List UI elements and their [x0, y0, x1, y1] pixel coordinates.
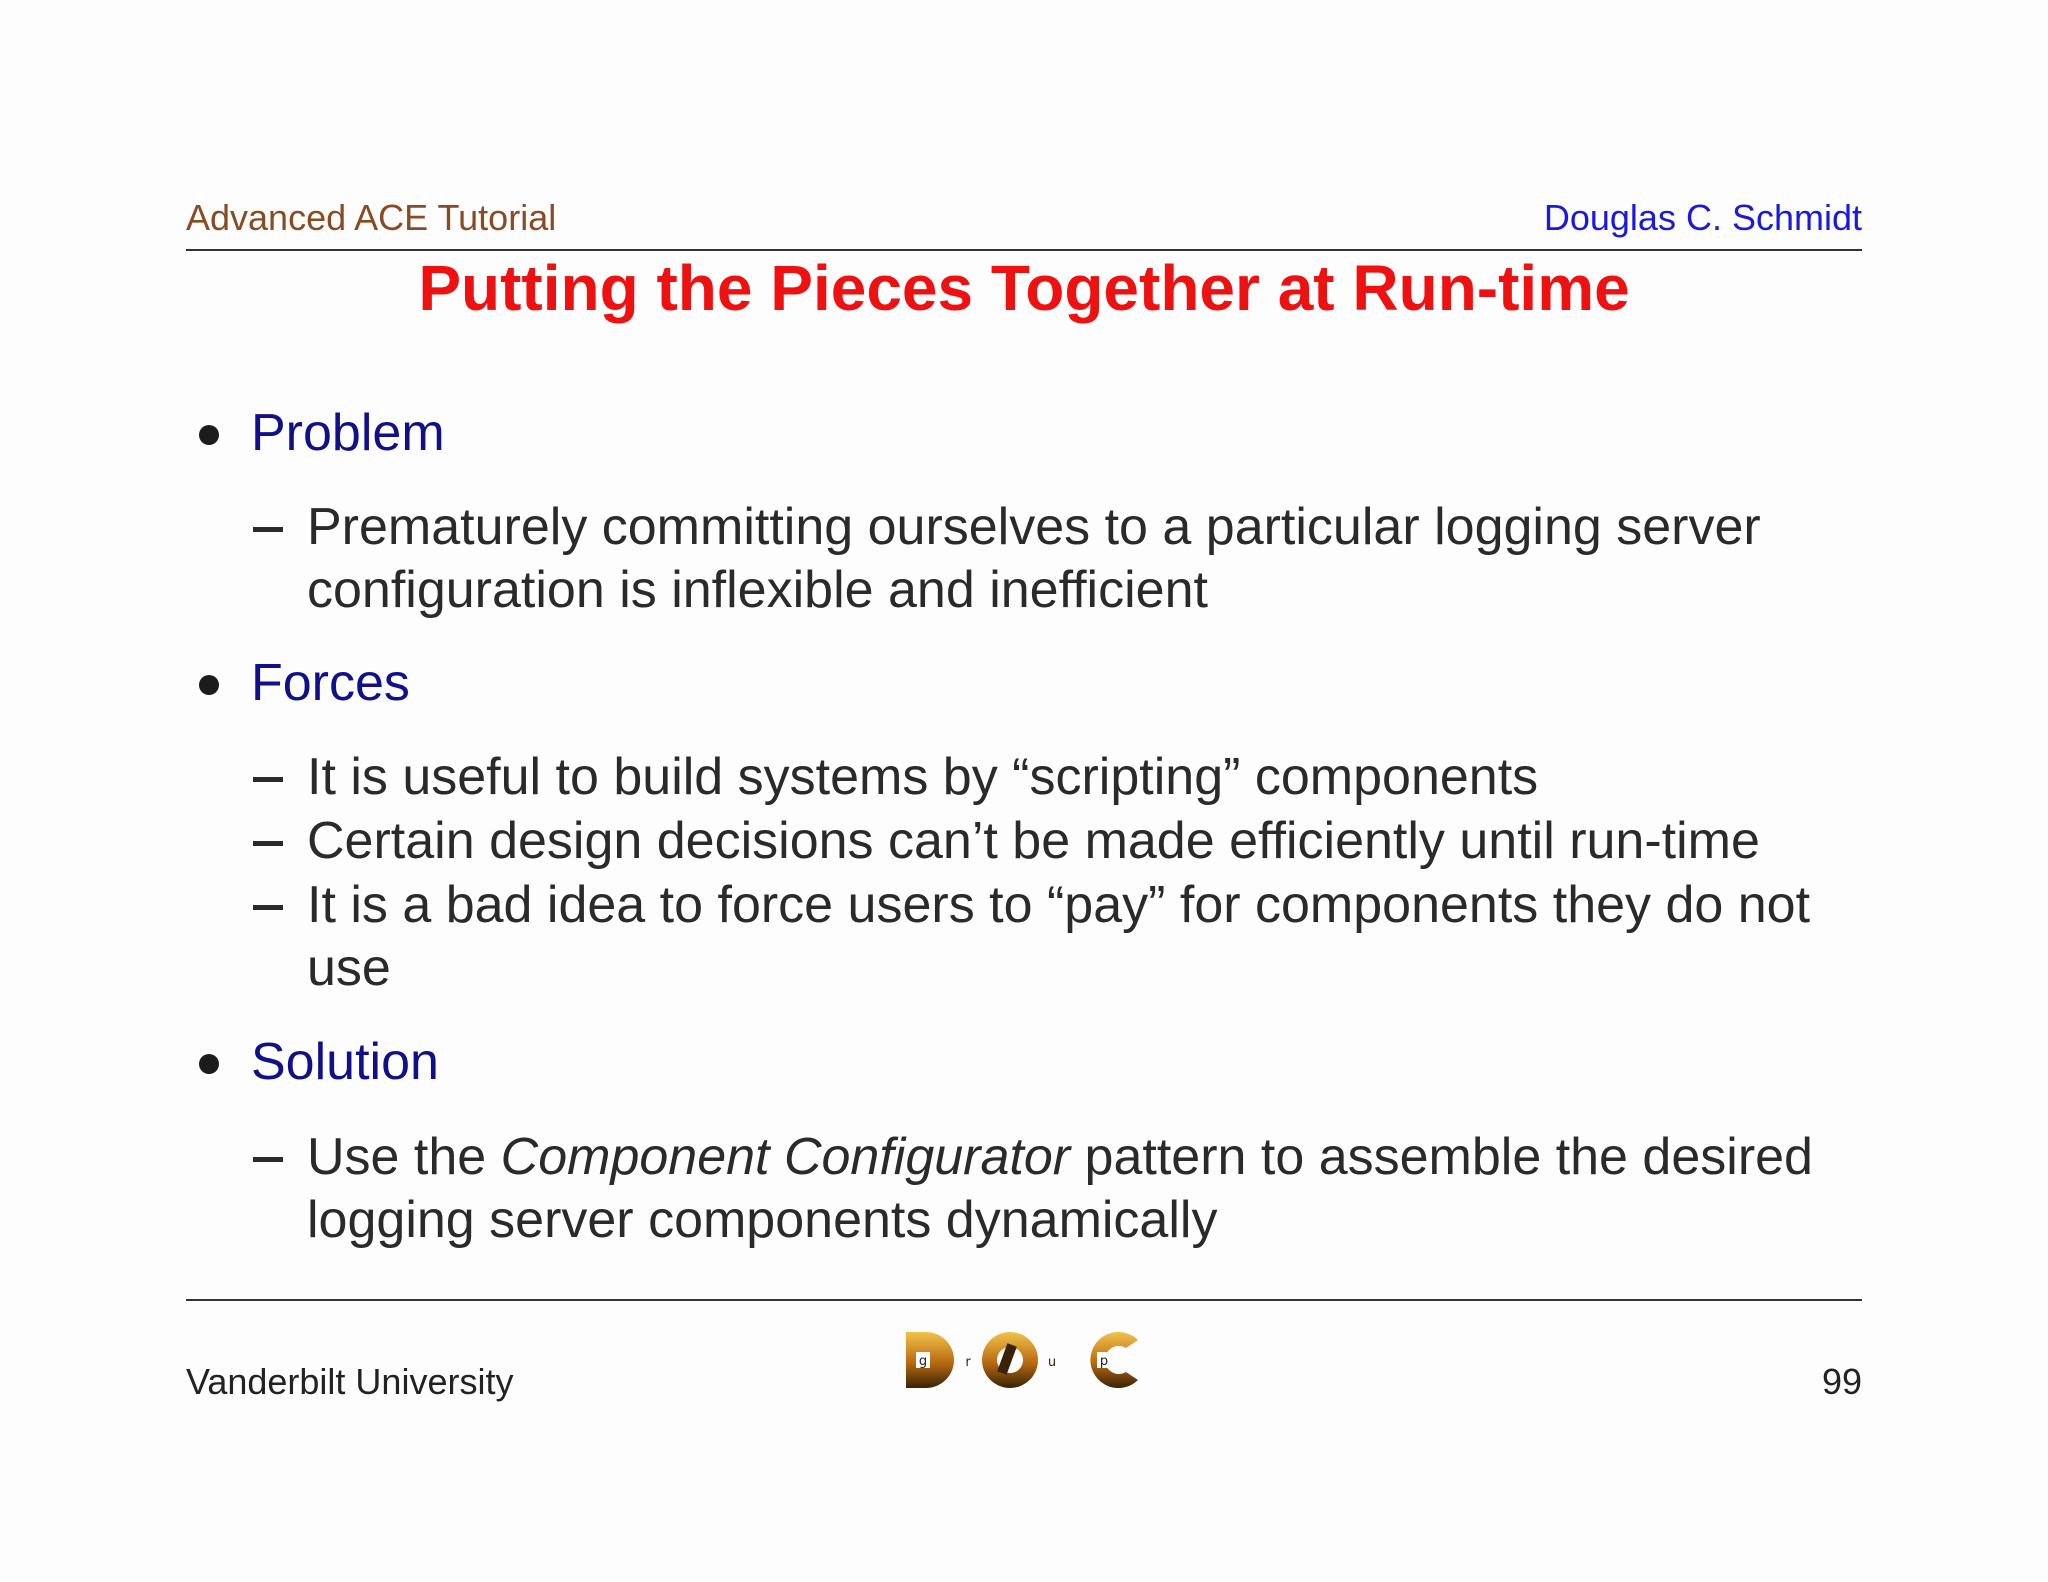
bullet-dot-icon: [199, 1054, 219, 1074]
sub-item-line: use: [307, 939, 391, 997]
footer-divider: [186, 1299, 1862, 1301]
bullet-dot-icon: [199, 675, 219, 695]
bullet-dot-icon: [199, 425, 219, 445]
sub-item-line: Certain design decisions can’t be made efficiently until run-time: [307, 812, 1760, 870]
logo-small-letter: r: [965, 1355, 971, 1370]
dash-icon: [253, 777, 283, 782]
dash-icon: [253, 1157, 283, 1162]
sub-item-line: [307, 1126, 1870, 1189]
logo-small-letter: p: [1099, 1354, 1109, 1369]
dash-icon: [253, 527, 283, 532]
bullet-label: Solution: [251, 1033, 439, 1091]
sub-item: [250, 1126, 1870, 1252]
header-left-title: Advanced ACE Tutorial: [186, 197, 557, 238]
dash-icon: [253, 905, 283, 910]
bullet-label: Problem: [251, 404, 445, 462]
sub-item: [250, 746, 1870, 809]
page-number: 99: [1821, 1361, 1862, 1402]
sub-item-line: logging server components dynamically: [307, 1191, 1218, 1249]
sub-item: [250, 874, 1870, 1000]
sub-item: [250, 496, 1870, 622]
dash-icon: [253, 841, 283, 846]
line-suffix: pattern to assemble the desired: [1070, 1128, 1813, 1186]
slide-title: Putting the Pieces Together at Run-time: [418, 252, 1630, 324]
sub-item: [250, 810, 1870, 873]
header-author: Douglas C. Schmidt: [1543, 197, 1862, 238]
bullet-problem: [196, 401, 1856, 465]
doc-group-logo: [902, 1326, 1148, 1394]
bullet-label: Forces: [251, 654, 410, 712]
bullet-forces: [196, 651, 1856, 715]
logo-small-letter: g: [918, 1354, 928, 1369]
sub-item-line: It is a bad idea to force users to “pay” for components they do not: [307, 876, 1811, 934]
footer-institution: Vanderbilt University: [186, 1361, 514, 1402]
sub-item-line: configuration is inflexible and inefficient: [307, 561, 1208, 619]
logo-small-letter: u: [1047, 1355, 1057, 1370]
sub-item-line: Prematurely committing ourselves to a particular logging server: [307, 498, 1761, 556]
bullet-solution: [196, 1030, 1856, 1094]
sub-item-line: It is useful to build systems by “scripting” components: [307, 748, 1539, 806]
pattern-name: Component Configurator: [500, 1128, 1071, 1186]
line-prefix: Use the: [307, 1128, 501, 1186]
